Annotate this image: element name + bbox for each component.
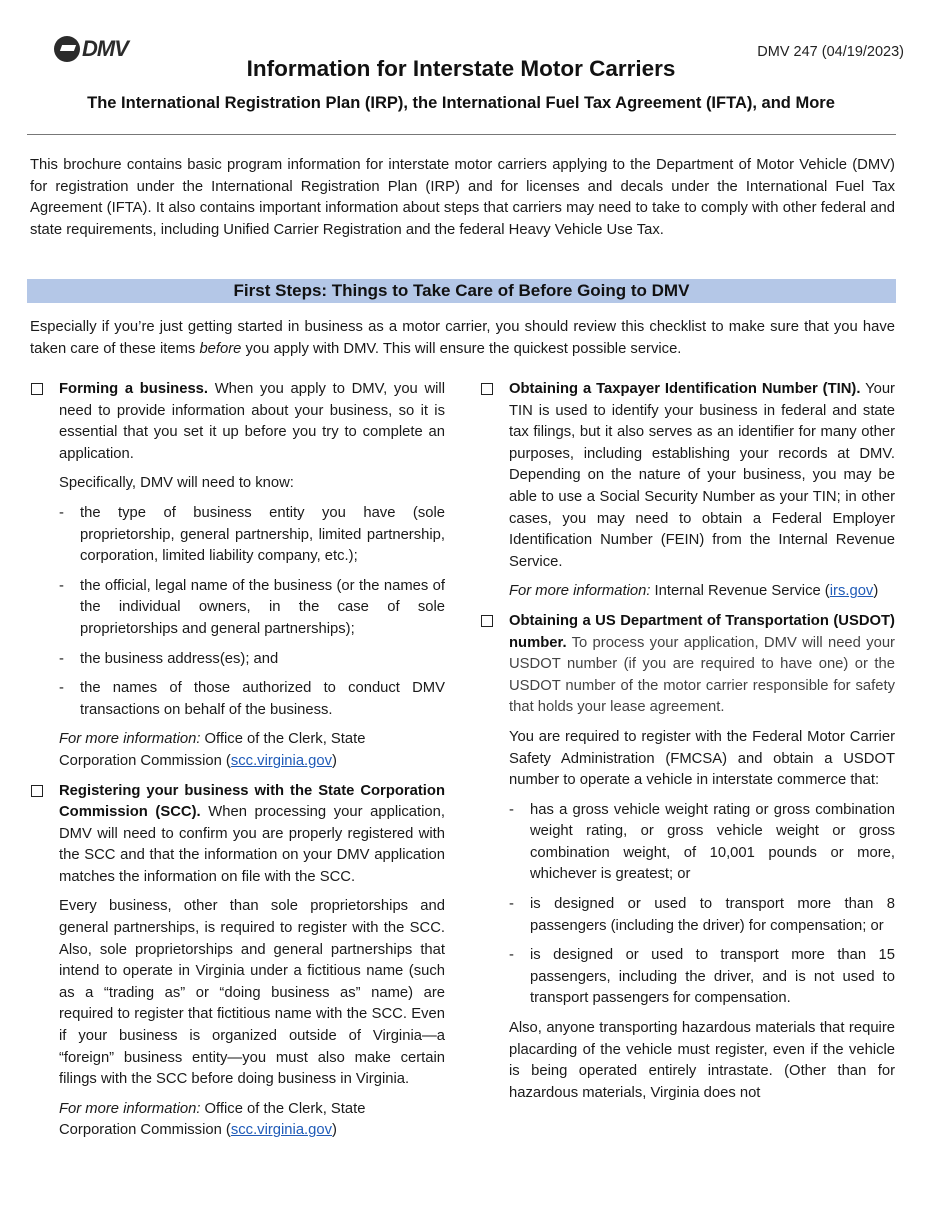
section-lead: Especially if you’re just getting started in business as a motor carrier, you should review this checklist to make sure that you have taken care of these items before you apply with DMV. This will ensure the quickest possible service. [30, 319, 895, 357]
list-item: - the official, legal name of the business (or the names of the individual owners, in the case of sole proprietorships and general partnerships); [59, 577, 445, 637]
more-info: For more information: Office of the Clerk, State Corporation Commission (scc.virginia.gov) [59, 1100, 366, 1139]
list-item: - the business address(es); and [59, 650, 279, 667]
page-title: Information for Interstate Motor Carriers [246, 56, 676, 81]
checklist-item-usdot: Obtaining a US Department of Transportation (USDOT) number. To process your application, DMV will need your USDOT number (if you are required to have one) or the USDOT number of the motor carrier responsible for safety that holds your lease agreement. You are required to register with the Federal Motor Carrier Safety Administration (FMCSA) and obtain a USDOT number to operate a vehicle in interstate commerce that: - has a gross vehicle weight rating or gross combination weight rating, or gross vehicle weight or gross combination weight, of 10,001 pounds or more, whichever is greatest; or - is designed or used to transport more than 8 passengers (including the driver) for compensation; or - is designed or used to transport more than 15 passengers, including the driver, and is not used to transport passengers for compensation. Also, anyone transporting hazardous materials that require placarding of the vehicle must register, even if the vehicle is being operated entirely intrastate. (Other than for hazardous materials, Virginia does not [480, 611, 895, 1104]
checkbox-icon[interactable] [31, 785, 43, 797]
left-column [30, 379, 445, 1150]
checkbox-icon[interactable] [31, 383, 43, 395]
list-item: - the names of those authorized to conduct DMV transactions on behalf of the business. [59, 680, 445, 718]
irs-link[interactable]: irs.gov [829, 583, 874, 600]
page-subtitle: The International Registration Plan (IRP), the International Fuel Tax Agreement (IFTA), and More [87, 94, 835, 112]
item-paragraph: You are required to register with the Federal Motor Carrier Safety Administration (FMCSA) and obtain a USDOT number to operate a vehicle in interstate commerce that: [509, 728, 895, 789]
list-item: - the type of business entity you have (sole proprietorship, general partnership, limited partnership, corporation, limited liability company, etc.); [59, 504, 445, 565]
intro-paragraph: This brochure contains basic program information for interstate motor carriers applying to the Department of Motor Vehicle (DMV) for registration under the International Registration Plan (IRP) and for licenses and decals under the International Fuel Tax Agreement (IFTA). It also contains important information about steps that carriers may need to take to comply with other federal and state requirements, including Unified Carrier Registration and the federal Heavy Vehicle Use Tax. [30, 157, 895, 238]
item-heading: Registering your business with the State Corporation Commission (SCC). [59, 782, 445, 821]
item-paragraph: Also, anyone transporting hazardous materials that require placarding of the vehicle must register, even if the vehicle is being operated entirely intrastate. (Other than for hazardous materials, Virginia does not [509, 1020, 895, 1101]
checkbox-icon[interactable] [481, 615, 493, 627]
list-item: - is designed or used to transport more than 8 passengers (including the driver) for compensation; or [509, 896, 895, 934]
more-info: For more information: Internal Revenue Service (irs.gov) [509, 583, 879, 600]
checklist-item-scc-registration: Registering your business with the State Corporation Commission (SCC). When processing your application, DMV will need to confirm you are properly registered with the SCC and that the information on your DMV application matches the information on file with the SCC. Every business, other than sole proprietorships and general partnerships, is required to register with the SCC. Also, sole proprietorships and general partnerships that intend to operate in Virginia under a fictitious name (such as a “trading as” or “doing business as” name) are required to register that fictitious name with the SCC. Even if your business is organized outside of Virginia—a “foreign” business entity—you must also make certain filings with the SCC before doing business in Virginia. For more information: Office of the Clerk, State Corporation Commission (scc.virginia.gov) [30, 781, 445, 1143]
list-item: - has a gross vehicle weight rating or gross combination weight rating, or gross vehicle weight or gross combination weight, of 10,001 pounds or more, whichever is greatest; or [509, 801, 895, 883]
scc-link[interactable]: scc.virginia.gov [230, 752, 333, 769]
right-column [480, 379, 895, 1112]
scc-link[interactable]: scc.virginia.gov [230, 1122, 333, 1139]
bullet-list [509, 800, 895, 1010]
dmv-logo-text: DMV [82, 36, 128, 61]
item-subtext: Specifically, DMV will need to know: [59, 475, 294, 492]
item-heading: Forming a business. [59, 381, 209, 397]
checkbox-icon[interactable] [481, 383, 493, 395]
checklist-item-forming-business: Forming a business. When you apply to DMV, you will need to provide information about your business, so it is essential that you set it up before you try to complete an application. Specifically, DMV will need to know: - the type of business entity you have (sole proprietorship, general partnership, limited partnership, corporation, limited liability company, etc.); - the official, legal name of the business (or the names of the individual owners, in the case of sole proprietorships and general partnerships); - the business address(es); and - the names of those authorized to conduct DMV transactions on behalf of the business. For more information: Office of the Clerk, State Corporation Commission (scc.virginia.gov) [30, 379, 445, 773]
more-info: For more information: Office of the Clerk, State Corporation Commission (scc.virginia.gov) [59, 731, 366, 769]
item-heading: Obtaining a Taxpayer Identification Number (TIN). [509, 381, 861, 397]
item-heading: Obtaining a US Department of Transportation (USDOT) number. [509, 612, 895, 651]
form-number: DMV 247 (04/19/2023) [757, 44, 904, 60]
header-divider [27, 134, 896, 135]
section-banner: First Steps: Things to Take Care of Before Going to DMV [27, 279, 896, 303]
list-item: - is designed or used to transport more than 15 passengers, including the driver, and is not used to transport passengers for compensation. [509, 947, 895, 1007]
item-paragraph: Every business, other than sole proprietorships and general partnerships, is required to register with the SCC. Also, sole proprietorships and general partnerships that intend to operate in Virginia under a fictitious name (such as a “trading as” or “doing business as” name) are required to register that fictitious name with the SCC. Even if your business is organized outside of Virginia—a “foreign” business entity—you must also make certain filings with the SCC before doing business in Virginia. [59, 898, 445, 1088]
bullet-list [59, 503, 445, 721]
checklist-item-tin: Obtaining a Taxpayer Identification Number (TIN). Your TIN is used to identify your business in federal and state tax filings, but it also serves as an identifier for many other purposes, including establishing your records at DMV. Depending on the nature of your business, you may be able to use a Social Security Number as your TIN; in other cases, you may need to obtain a Federal Employer Identification Number (FEIN) from the Internal Revenue Service. For more information: Internal Revenue Service (irs.gov) [480, 379, 895, 603]
